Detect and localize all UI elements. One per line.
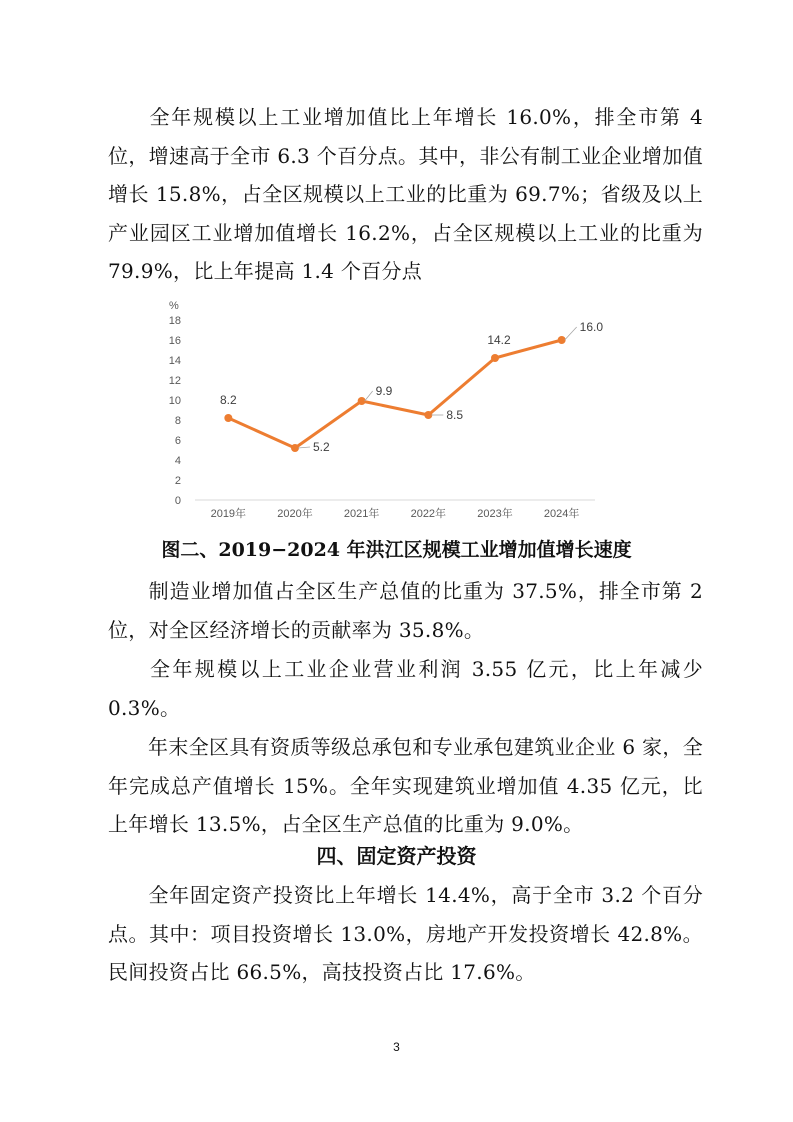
y-tick-label: 8 <box>174 415 181 427</box>
paragraph-profit-text: 全年规模以上工业企业营业利润 3.55 亿元，比上年减少 0.3%。 <box>108 657 703 720</box>
industry-growth-chart <box>155 300 610 530</box>
paragraph-manufacturing <box>108 572 703 649</box>
x-tick-label: 2021年 <box>343 508 380 520</box>
paragraph-industry-growth <box>108 98 703 291</box>
data-label: 8.5 <box>446 408 464 422</box>
data-label-leader <box>365 391 373 401</box>
y-tick-label: 2 <box>174 475 181 487</box>
y-tick-label: 10 <box>168 395 181 407</box>
y-tick-label: 4 <box>174 455 181 467</box>
data-point <box>358 397 366 405</box>
paragraph-manufacturing-text: 制造业增加值占全区生产总值的比重为 37.5%，排全市第 2 位，对全区经济增长的贡献率为 35.8%。 <box>108 579 703 642</box>
data-label: 8.2 <box>219 393 237 407</box>
paragraph-construction <box>108 728 703 844</box>
paragraph-investment-text: 全年固定资产投资比上年增长 14.4%，高于全市 3.2 个百分点。其中：项目投资增长 13.0%，房地产开发投资增长 42.8%。民间投资占比 66.5%，高技投资占比 17.6%。 <box>108 883 703 984</box>
data-label-leader <box>565 327 577 340</box>
section-heading: 四、固定资产投资 <box>316 844 477 868</box>
y-tick-label: 14 <box>168 355 181 367</box>
data-point <box>424 411 432 419</box>
y-tick-label: 18 <box>168 315 181 327</box>
y-tick-label: 16 <box>168 335 181 347</box>
y-axis-unit-label: % <box>169 300 179 312</box>
paragraph-profit <box>108 650 703 727</box>
x-tick-label: 2022年 <box>410 508 447 520</box>
series-line <box>228 340 561 448</box>
data-point <box>291 444 299 452</box>
data-label: 9.9 <box>375 384 393 398</box>
data-label: 5.2 <box>313 440 330 454</box>
y-tick-label: 0 <box>174 495 181 507</box>
data-label: 14.2 <box>487 333 511 347</box>
x-tick-label: 2020年 <box>277 508 313 520</box>
page-number: 3 <box>393 1040 400 1054</box>
x-tick-label: 2023年 <box>477 508 513 520</box>
data-point <box>224 414 232 422</box>
data-point <box>491 354 499 362</box>
paragraph-investment <box>108 876 703 992</box>
data-label: 16.0 <box>579 320 604 334</box>
paragraph-industry-growth-text: 全年规模以上工业增加值比上年增长 16.0%，排全市第 4 位，增速高于全市 6.3 个百分点。其中，非公有制工业企业增加值增长 15.8%，占全区规模以上工业的比重为 69.7%；省级及以上产业园区工业增加值增长 16.2%，占全区规模以上工业的比重为 79.9%，比上年提高 1.4 个百分点 <box>108 105 703 283</box>
data-point <box>558 336 566 344</box>
data-label-leader <box>298 447 310 448</box>
chart-caption: 图二、2019−2024 年洪江区规模工业增加值增长速度 <box>161 539 632 561</box>
y-tick-label: 6 <box>174 435 181 447</box>
y-tick-label: 12 <box>168 375 181 387</box>
paragraph-construction-text: 年末全区具有资质等级总承包和专业承包建筑业企业 6 家，全年完成总产值增长 15%。全年实现建筑业增加值 4.35 亿元，比上年增长 13.5%，占全区生产总值的比重为 9.0%。 <box>108 735 703 836</box>
x-tick-label: 2019年 <box>210 508 247 520</box>
x-tick-label: 2024年 <box>543 508 580 520</box>
